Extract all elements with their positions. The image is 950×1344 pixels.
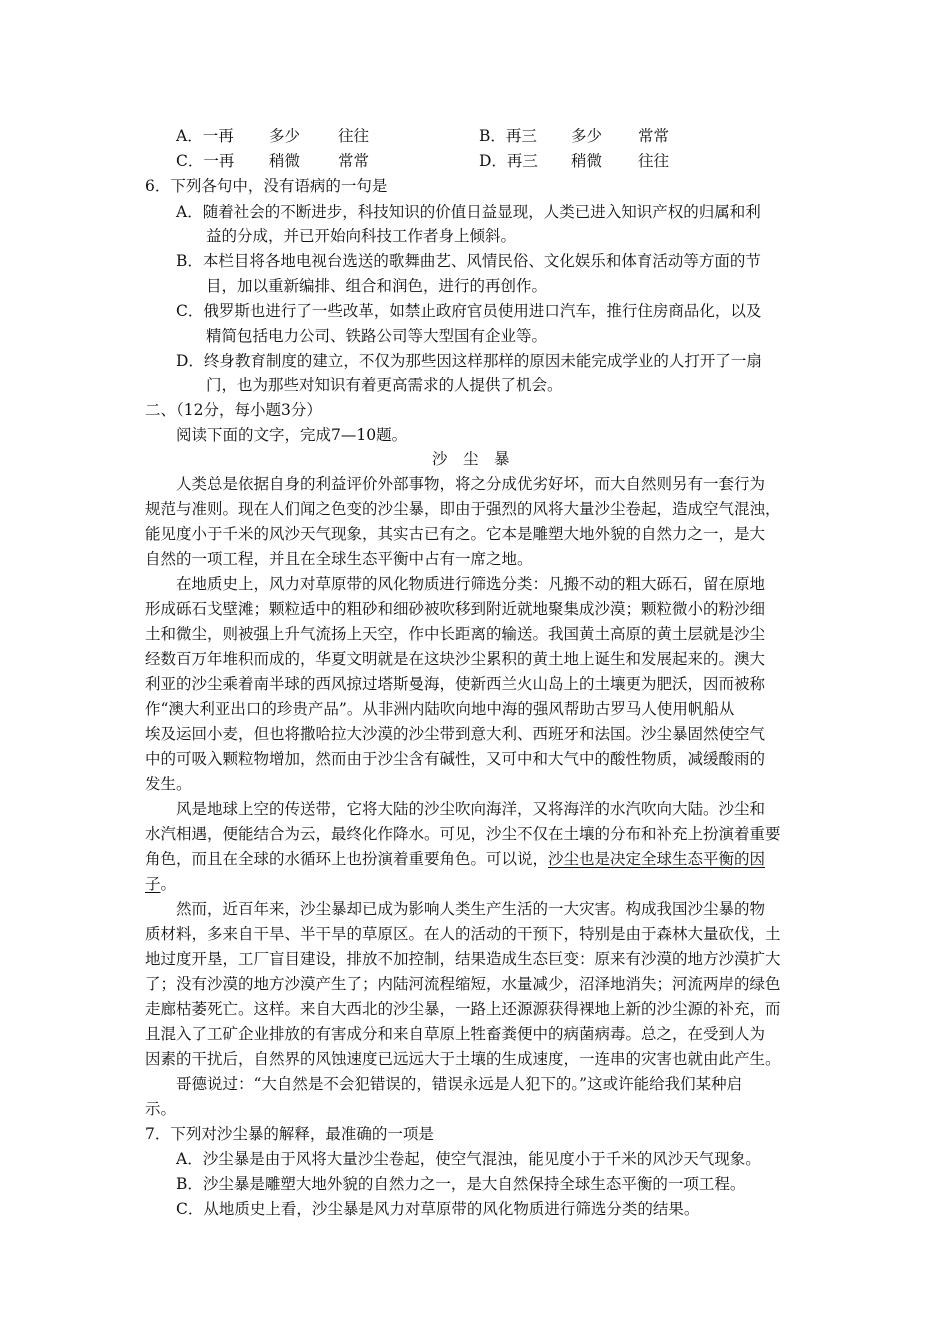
passage-p4-line2: 质材料，多来自干旱、半干旱的草原区。在人的活动的干预下，特别是由于森林大量砍伐，土 bbox=[145, 925, 781, 943]
passage-p2-line7: 埃及运回小麦，但也将撒哈拉大沙漠的沙尘带到意大利、西班牙和法国。沙尘暴固然使空气 bbox=[145, 725, 766, 743]
passage-p4-line4: 了；没有沙漠的地方沙漠产生了；内陆河流程缩短，水量减少，沼泽地消失；河流两岸的绿色 bbox=[145, 975, 781, 993]
passage-p4-line1: 然而，近百年来，沙尘暴却已成为影响人类生产生活的一大灾害。构成我国沙尘暴的物 bbox=[176, 900, 766, 918]
q5-option-b-label: B．再三 bbox=[479, 127, 537, 145]
underlined-key-sentence: 沙尘也是决定全球生态平衡的因 bbox=[548, 850, 766, 868]
passage-p3-line4 bbox=[145, 872, 176, 897]
passage-p1-line1: 人类总是依据自身的利益评价外部事物，将之分成优劣好坏，而大自然则另有一套行为 bbox=[176, 475, 766, 493]
q6-stem: 6．下列各句中，没有语病的一句是 bbox=[145, 177, 388, 195]
q5-option-a-label: A．一再 bbox=[176, 127, 234, 145]
passage-p4-line5: 走廊枯萎死亡。这样。来自大西北的沙尘暴，一路上还源源获得裸地上新的沙尘源的补充，而 bbox=[145, 1000, 781, 1018]
passage-p2-line8: 中的可吸入颗粒物增加，然而由于沙尘含有碱性，又可中和大气中的酸性物质，减缓酸雨的 bbox=[145, 750, 766, 768]
q5-option-a-word3: 往往 bbox=[338, 127, 370, 145]
q6-option-a-line2: 益的分成，并已开始向科技工作者身上倾斜。 bbox=[206, 227, 517, 245]
q5-option-c-word2: 稍微 bbox=[269, 152, 301, 170]
passage-p3-line2: 水汽相遇，便能结合为云，最终化作降水。可见，沙尘不仅在土壤的分布和补充上扮演着重要 bbox=[145, 825, 781, 843]
q5-option-a-word2: 多少 bbox=[269, 127, 301, 145]
passage-p2-line4: 经数百万年堆积而成的，华夏文明就是在这块沙尘累积的黄土地上诞生和发展起来的。澳大 bbox=[145, 650, 766, 668]
underlined-key-sentence-end: 子 bbox=[145, 875, 161, 893]
q5-option-b-word3: 常常 bbox=[638, 127, 670, 145]
q5-option-c-label: C．一再 bbox=[176, 152, 235, 170]
section-two-header: 二、（12分，每小题3分） bbox=[145, 401, 322, 419]
q7-option-a: A．沙尘暴是由于风将大量沙尘卷起，使空气混浊，能见度小于千米的风沙天气现象。 bbox=[176, 1150, 761, 1168]
q6-option-c-line2: 精简包括电力公司、铁路公司等大型国有企业等。 bbox=[206, 327, 548, 345]
passage-p5-line2: 示。 bbox=[145, 1100, 177, 1118]
passage-p3-line1: 风是地球上空的传送带，它将大陆的沙尘吹向海洋，又将海洋的水汽吹向大陆。沙尘和 bbox=[176, 800, 766, 818]
passage-p2-line9: 发生。 bbox=[145, 775, 192, 793]
q6-option-a-line1: A．随着社会的不断进步，科技知识的价值日益显现，人类已进入知识产权的归属和利 bbox=[176, 203, 761, 221]
passage-p2-line1: 在地质史上，风力对草原带的风化物质进行筛选分类：凡搬不动的粗大砾石，留在原地 bbox=[176, 575, 766, 593]
q5-option-d-word2: 稍微 bbox=[571, 152, 603, 170]
q5-option-c-word3: 常常 bbox=[338, 152, 370, 170]
q7-option-b: B．沙尘暴是雕塑大地外貌的自然力之一，是大自然保持全球生态平衡的一项工程。 bbox=[176, 1175, 746, 1193]
section-two-instruction: 阅读下面的文字，完成7—10题。 bbox=[176, 426, 408, 444]
passage-p3-line3-text: 角色，而且在全球的水循环上也扮演着重要角色。可以说， bbox=[145, 850, 549, 868]
passage-title: 沙 尘 暴 bbox=[432, 450, 510, 468]
passage-p3-line4-punct: 。 bbox=[160, 875, 177, 893]
passage-p5-line1: 哥德说过：“大自然是不会犯错误的，错误永远是人犯下的。”这或许能给我们某种启 bbox=[176, 1075, 743, 1093]
passage-p3-line3 bbox=[145, 847, 765, 872]
passage-p2-line3: 土和微尘，则被强上升气流扬上天空，作中长距离的输送。我国黄土高原的黄土层就是沙尘 bbox=[145, 625, 766, 643]
passage-p4-line3: 地过度开垦，工厂盲目建设，排放不加控制，结果造成生态巨变：原来有沙漠的地方沙漠扩大 bbox=[145, 950, 781, 968]
q6-option-b-line1: B．本栏目将各地电视台选送的歌舞曲艺、风情民俗、文化娱乐和体育活动等方面的节 bbox=[176, 252, 761, 270]
q6-option-b-line2: 目，加以重新编排、组合和润色，进行的再创作。 bbox=[206, 277, 548, 295]
q6-option-d-line2: 门，也为那些对知识有着更高需求的人提供了机会。 bbox=[206, 376, 563, 394]
passage-p2-line5: 利亚的沙尘乘着南半球的西风掠过塔斯曼海，使新西兰火山岛上的土壤更为肥沃，因而被称 bbox=[145, 675, 766, 693]
q5-option-d-word3: 往往 bbox=[638, 152, 670, 170]
q5-option-b-word2: 多少 bbox=[571, 127, 603, 145]
passage-p4-line7: 因素的干扰后，自然界的风蚀速度已远远大于土壤的生成速度，一连串的灾害也就由此产生。 bbox=[145, 1050, 781, 1068]
passage-p1-line3: 能见度小于千米的风沙天气现象，其实古已有之。它本是雕塑大地外貌的自然力之一，是大 bbox=[145, 525, 766, 543]
q6-option-d-line1: D．终身教育制度的建立，不仅为那些因这样那样的原因未能完成学业的人打开了一扇 bbox=[176, 352, 762, 370]
passage-p1-line4: 自然的一项工程，并且在全球生态平衡中占有一席之地。 bbox=[145, 550, 533, 568]
q5-option-d-label: D．再三 bbox=[479, 152, 538, 170]
passage-p4-line6: 且混入了工矿企业排放的有害成分和来自草原上牲畜粪便中的病菌病毒。总之，在受到人为 bbox=[145, 1025, 766, 1043]
q6-option-c-line1: C．俄罗斯也进行了一些改革，如禁止政府官员使用进口汽车，推行住房商品化，以及 bbox=[176, 302, 762, 320]
q7-stem: 7．下列对沙尘暴的解释，最准确的一项是 bbox=[145, 1125, 434, 1143]
passage-p2-line6: 作“澳大利亚出口的珍贵产品”。从非洲内陆吹向地中海的强风帮助古罗马人使用帆船从 bbox=[145, 700, 735, 718]
passage-p1-line2: 规范与准则。现在人们闻之色变的沙尘暴，即由于强烈的风将大量沙尘卷起，造成空气混浊， bbox=[145, 500, 781, 518]
passage-p2-line2: 形成砾石戈壁滩；颗粒适中的粗砂和细砂被吹移到附近就地聚集成沙漠；颗粒微小的粉沙细 bbox=[145, 600, 766, 618]
q7-option-c: C．从地质史上看，沙尘暴是风力对草原带的风化物质进行筛选分类的结果。 bbox=[176, 1200, 700, 1218]
